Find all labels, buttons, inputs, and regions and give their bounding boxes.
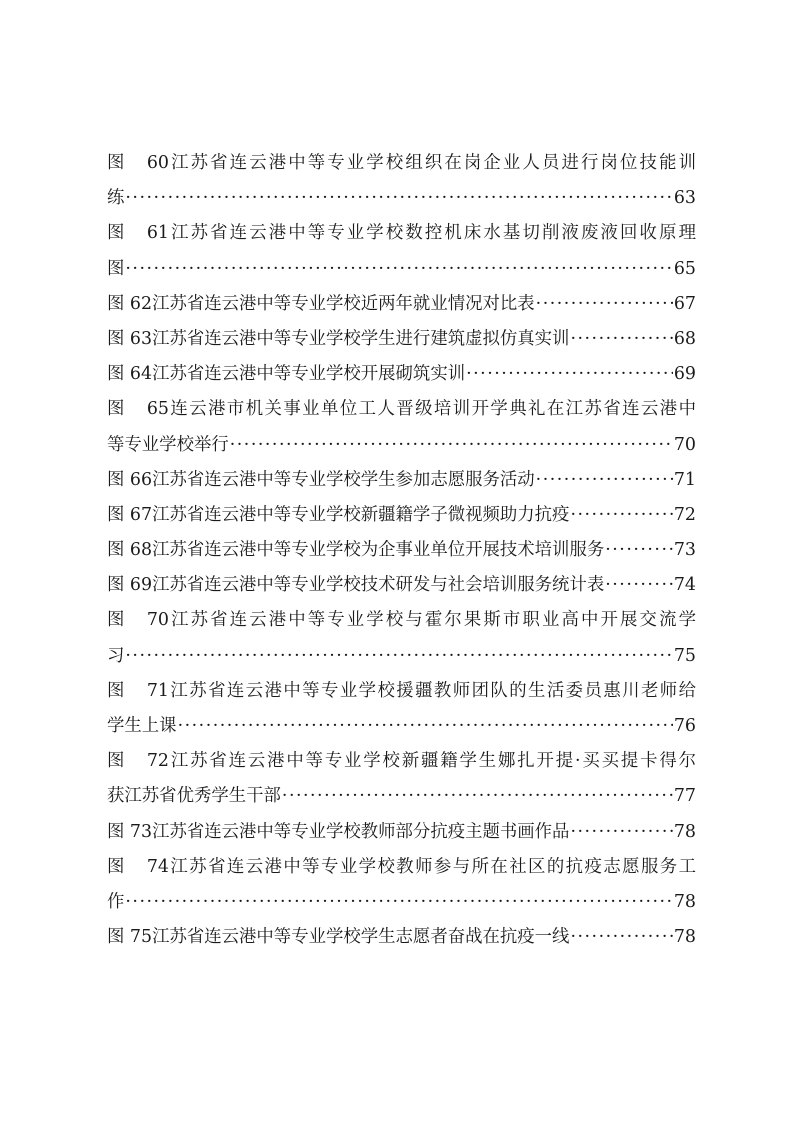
toc-entry-line [107, 815, 696, 850]
figure-title: 江苏省连云港中等专业学校技术研发与社会培训服务统计表 [152, 575, 605, 596]
toc-entry-68[interactable] [107, 533, 696, 568]
page-number: 78 [673, 891, 696, 912]
toc-entry-line [107, 428, 696, 463]
figure-number: 图 61 [107, 223, 169, 244]
figure-number: 图 75 [107, 927, 153, 948]
page-number: 69 [673, 364, 696, 385]
figure-title: 连云港市机关事业单位工人晋级培训开学典礼在江苏省连云港中 [169, 399, 696, 420]
dot-leader [570, 920, 672, 955]
dot-leader [178, 709, 673, 744]
toc-entry-line [107, 920, 696, 955]
toc-entry-66[interactable] [107, 463, 696, 498]
toc-entry-line [107, 287, 696, 322]
toc-entry-line [107, 216, 696, 251]
toc-entry-line [107, 181, 696, 216]
figure-number: 图 65 [107, 399, 169, 420]
figure-number: 图 70 [107, 610, 169, 631]
toc-entry-line [107, 850, 696, 885]
figure-title: 江苏省连云港中等专业学校数控机床水基切削液废液回收原理 [169, 223, 696, 244]
toc-entry-line [107, 709, 696, 744]
toc-entry-line [107, 744, 696, 779]
toc-entry-67[interactable] [107, 498, 696, 533]
figure-title: 江苏省连云港中等专业学校组织在岗企业人员进行岗位技能训 [169, 153, 696, 173]
figure-number: 图 67 [107, 504, 153, 525]
figure-number: 图 69 [107, 575, 153, 596]
figure-number: 图 68 [107, 540, 153, 561]
dot-leader [125, 181, 672, 216]
figure-number: 图 74 [107, 856, 169, 877]
figure-number: 图 72 [107, 751, 169, 772]
figure-title-cont: 习 [107, 645, 125, 666]
toc-entry-75[interactable] [107, 920, 696, 955]
page-number: 78 [673, 927, 696, 948]
figure-number: 图 60 [107, 153, 169, 173]
figure-title: 江苏省连云港中等专业学校学生志愿者奋战在抗疫一线 [152, 927, 570, 948]
figure-title-cont: 作 [107, 891, 125, 912]
toc-entry-65[interactable] [107, 392, 696, 462]
dot-leader [282, 779, 673, 814]
figure-title: 江苏省连云港中等专业学校开展砌筑实训 [152, 364, 466, 385]
toc-entry-74[interactable] [107, 850, 696, 920]
page-number: 74 [673, 575, 696, 596]
toc-entry-61[interactable] [107, 216, 696, 286]
figure-title-cont: 学生上课 [107, 716, 177, 736]
toc-entry-line [107, 533, 696, 568]
toc-entry-line [107, 322, 696, 357]
figure-title: 江苏省连云港中等专业学校新疆籍学子微视频助力抗疫 [152, 504, 570, 525]
page-number: 67 [673, 293, 696, 314]
toc-entry-line [107, 603, 696, 638]
toc-entry-line [107, 357, 696, 392]
toc-entry-line [107, 639, 696, 674]
figure-title-cont: 练 [107, 188, 125, 209]
page-number: 73 [673, 540, 696, 561]
figure-number: 图 66 [107, 469, 153, 490]
toc-entry-line [107, 498, 696, 533]
page-number: 71 [673, 469, 696, 490]
figure-title-cont: 图 [107, 258, 125, 279]
toc-entry-line [107, 674, 696, 709]
page-number: 78 [673, 821, 696, 842]
toc-entry-60[interactable] [107, 146, 696, 216]
page-number: 76 [673, 716, 696, 736]
toc-entry-line [107, 568, 696, 603]
toc-entry-line [107, 252, 696, 287]
dot-leader [605, 568, 673, 603]
figure-title: 江苏省连云港中等专业学校新疆籍学生娜扎开提·买买提卡得尔 [169, 751, 696, 772]
figure-title-cont: 等专业学校举行 [107, 434, 229, 455]
page-number: 65 [673, 258, 696, 279]
page-number: 68 [673, 328, 696, 349]
toc-entry-line [107, 146, 696, 181]
figure-title: 江苏省连云港中等专业学校学生参加志愿服务活动 [152, 469, 535, 490]
figure-number: 图 64 [107, 364, 153, 385]
toc-entry-line [107, 463, 696, 498]
dot-leader [570, 322, 672, 357]
toc-entry-line [107, 779, 696, 814]
figure-title: 江苏省连云港中等专业学校与霍尔果斯市职业高中开展交流学 [169, 610, 696, 631]
page-number: 72 [673, 504, 696, 525]
page-number: 75 [673, 645, 696, 666]
toc-entry-64[interactable] [107, 357, 696, 392]
toc-entry-71[interactable] [107, 674, 696, 744]
dot-leader [466, 357, 673, 392]
dot-leader [605, 533, 673, 568]
toc-entry-69[interactable] [107, 568, 696, 603]
figure-title: 江苏省连云港中等专业学校援疆教师团队的生活委员惠川老师给 [169, 680, 696, 701]
toc-entry-63[interactable] [107, 322, 696, 357]
dot-leader [125, 639, 672, 674]
toc-entry-70[interactable] [107, 603, 696, 673]
toc-entry-62[interactable] [107, 287, 696, 322]
figure-number: 图 63 [107, 328, 153, 349]
figure-number: 图 62 [107, 293, 153, 314]
page-number: 70 [673, 434, 696, 455]
dot-leader [536, 287, 673, 322]
dot-leader [536, 463, 673, 498]
figure-title: 江苏省连云港中等专业学校为企事业单位开展技术培训服务 [152, 540, 605, 561]
toc-entry-line [107, 392, 696, 427]
figure-title: 江苏省连云港中等专业学校教师参与所在社区的抗疫志愿服务工 [169, 856, 696, 877]
figure-title-cont: 获江苏省优秀学生干部 [107, 786, 281, 807]
toc-entry-73[interactable] [107, 815, 696, 850]
dot-leader [125, 252, 672, 287]
toc-list [107, 146, 696, 955]
dot-leader [125, 885, 672, 920]
toc-entry-line [107, 885, 696, 920]
figure-number: 图 73 [107, 821, 153, 842]
dot-leader [570, 815, 672, 850]
figure-number: 图 71 [107, 680, 169, 701]
figure-title: 江苏省连云港中等专业学校教师部分抗疫主题书画作品 [152, 821, 570, 842]
page-number: 63 [673, 188, 696, 209]
dot-leader [230, 428, 673, 463]
dot-leader [570, 498, 672, 533]
figure-title: 江苏省连云港中等专业学校近两年就业情况对比表 [152, 293, 535, 314]
toc-entry-72[interactable] [107, 744, 696, 814]
page-number: 77 [673, 786, 696, 807]
figure-title: 江苏省连云港中等专业学校学生进行建筑虚拟仿真实训 [152, 328, 570, 349]
